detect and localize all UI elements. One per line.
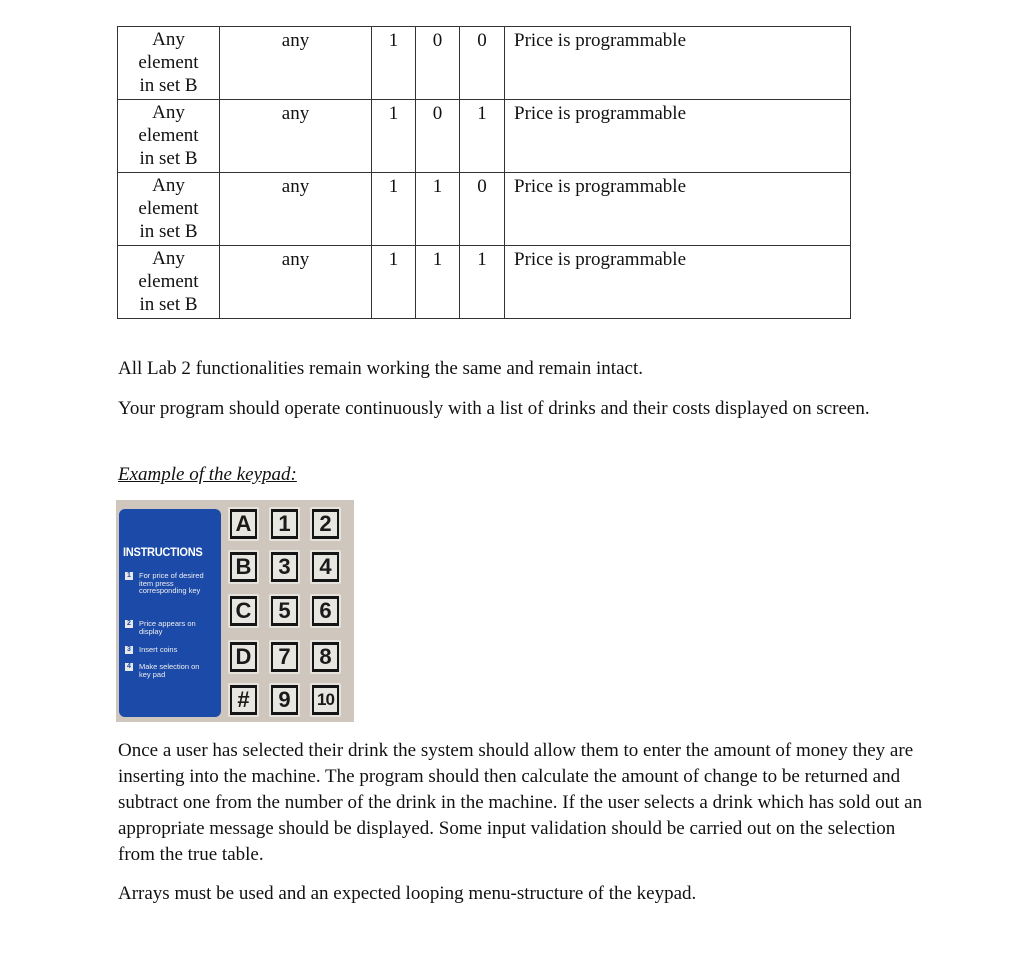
instructions-title: INSTRUCTIONS <box>123 545 203 559</box>
desc-text: Price is programmable <box>514 103 687 124</box>
paragraph-program: Your program should operate continuously with a list of drinks and their costs displayed on screen. <box>118 398 870 419</box>
key-button <box>228 550 259 584</box>
set-line: element <box>138 198 199 219</box>
paragraph-arrays: Arrays must be used and an expected looping menu-structure of the keypad. <box>118 883 697 904</box>
any-cell <box>220 173 372 246</box>
any-cell <box>220 246 372 319</box>
desc-cell <box>505 27 851 100</box>
set-line: in set B <box>139 221 198 242</box>
bit-cell <box>372 100 416 173</box>
set-line: element <box>138 125 199 146</box>
key-label: 9 <box>273 688 296 712</box>
bit-text: 1 <box>388 176 399 197</box>
set-cell <box>118 100 220 173</box>
any-text: any <box>281 249 310 270</box>
set-cell <box>118 173 220 246</box>
key-label: 2 <box>314 512 337 536</box>
key-button <box>228 683 259 717</box>
bit-cell <box>460 173 505 246</box>
set-line: Any <box>152 248 185 269</box>
set-line: element <box>138 271 199 292</box>
key-button <box>310 683 341 717</box>
instruction-step <box>125 663 207 678</box>
table-row <box>118 27 851 100</box>
any-cell <box>220 27 372 100</box>
bit-cell <box>416 100 460 173</box>
key-button <box>269 683 300 717</box>
set-line: in set B <box>139 294 198 315</box>
bit-cell <box>372 246 416 319</box>
set-line: element <box>138 52 199 73</box>
key-label: A <box>232 512 255 536</box>
step-number: 1 <box>125 572 133 580</box>
key-label: 5 <box>273 599 296 623</box>
step-number: 3 <box>125 646 133 654</box>
key-button <box>310 507 341 541</box>
desc-cell <box>505 173 851 246</box>
bit-cell <box>416 173 460 246</box>
set-line: in set B <box>139 148 198 169</box>
key-button <box>228 507 259 541</box>
bit-cell <box>460 100 505 173</box>
set-line: Any <box>152 102 185 123</box>
key-label: 4 <box>314 555 337 579</box>
bit-text: 1 <box>432 176 443 197</box>
key-label: 8 <box>314 645 337 669</box>
bit-text: 1 <box>477 103 487 124</box>
table-row <box>118 173 851 246</box>
set-line: Any <box>152 29 185 50</box>
key-button <box>269 550 300 584</box>
set-line: Any <box>152 175 185 196</box>
bit-text: 1 <box>477 249 487 270</box>
key-label: 3 <box>273 555 296 579</box>
bit-text: 0 <box>477 176 487 197</box>
truth-table <box>117 26 851 319</box>
bit-text: 0 <box>432 30 443 51</box>
key-button <box>269 507 300 541</box>
bit-cell <box>372 173 416 246</box>
keypad-image <box>116 500 354 722</box>
step-text: Price appears on display <box>139 619 196 636</box>
bit-cell <box>460 27 505 100</box>
bit-text: 0 <box>477 30 487 51</box>
bit-cell <box>460 246 505 319</box>
bit-cell <box>416 27 460 100</box>
instruction-step <box>125 572 207 595</box>
key-label: 10 <box>314 688 337 712</box>
key-label: B <box>232 555 255 579</box>
key-label: C <box>232 599 255 623</box>
desc-cell <box>505 246 851 319</box>
paragraph-selection: Once a user has selected their drink the system should allow them to enter the amount of money they are inserting into the machine. The program should then calculate the amount of change to be returned and subtract one from the number of the drink in the machine. If the user selects a drink which has sold out an appropriate message should be displayed. Some input validation should be carried out on the selection from the true table. <box>118 740 923 865</box>
step-number: 2 <box>125 620 133 628</box>
key-button <box>228 640 259 674</box>
set-line: in set B <box>139 75 198 96</box>
bit-cell <box>372 27 416 100</box>
bit-cell <box>416 246 460 319</box>
desc-text: Price is programmable <box>514 249 687 270</box>
key-button <box>310 550 341 584</box>
desc-text: Price is programmable <box>514 30 687 51</box>
any-cell <box>220 100 372 173</box>
key-label: 7 <box>273 645 296 669</box>
any-text: any <box>281 30 310 51</box>
bit-text: 1 <box>388 30 399 51</box>
table-row <box>118 246 851 319</box>
bit-text: 1 <box>388 103 399 124</box>
desc-text: Price is programmable <box>514 176 687 197</box>
key-button <box>269 640 300 674</box>
key-button <box>310 640 341 674</box>
instructions-panel <box>119 509 221 717</box>
paragraph-lab2: All Lab 2 functionalities remain working the same and remain intact. <box>118 358 643 379</box>
bit-text: 0 <box>432 103 443 124</box>
table-row <box>118 100 851 173</box>
key-label: # <box>232 688 255 712</box>
step-text: For price of desired item press corresponding key <box>139 571 204 595</box>
any-text: any <box>281 176 310 197</box>
any-text: any <box>281 103 310 124</box>
key-button <box>310 594 341 628</box>
key-button <box>228 594 259 628</box>
instruction-step <box>125 620 207 635</box>
step-text: Make selection on key pad <box>139 662 200 679</box>
bit-text: 1 <box>388 249 399 270</box>
set-cell <box>118 27 220 100</box>
key-label: 6 <box>314 599 337 623</box>
key-label: 1 <box>273 512 296 536</box>
key-button <box>269 594 300 628</box>
bit-text: 1 <box>432 249 443 270</box>
set-cell <box>118 246 220 319</box>
key-label: D <box>232 645 255 669</box>
step-number: 4 <box>125 663 133 671</box>
desc-cell <box>505 100 851 173</box>
keypad-caption: Example of the keypad: <box>118 464 297 485</box>
step-text: Insert coins <box>139 645 178 654</box>
instruction-step <box>125 646 207 654</box>
